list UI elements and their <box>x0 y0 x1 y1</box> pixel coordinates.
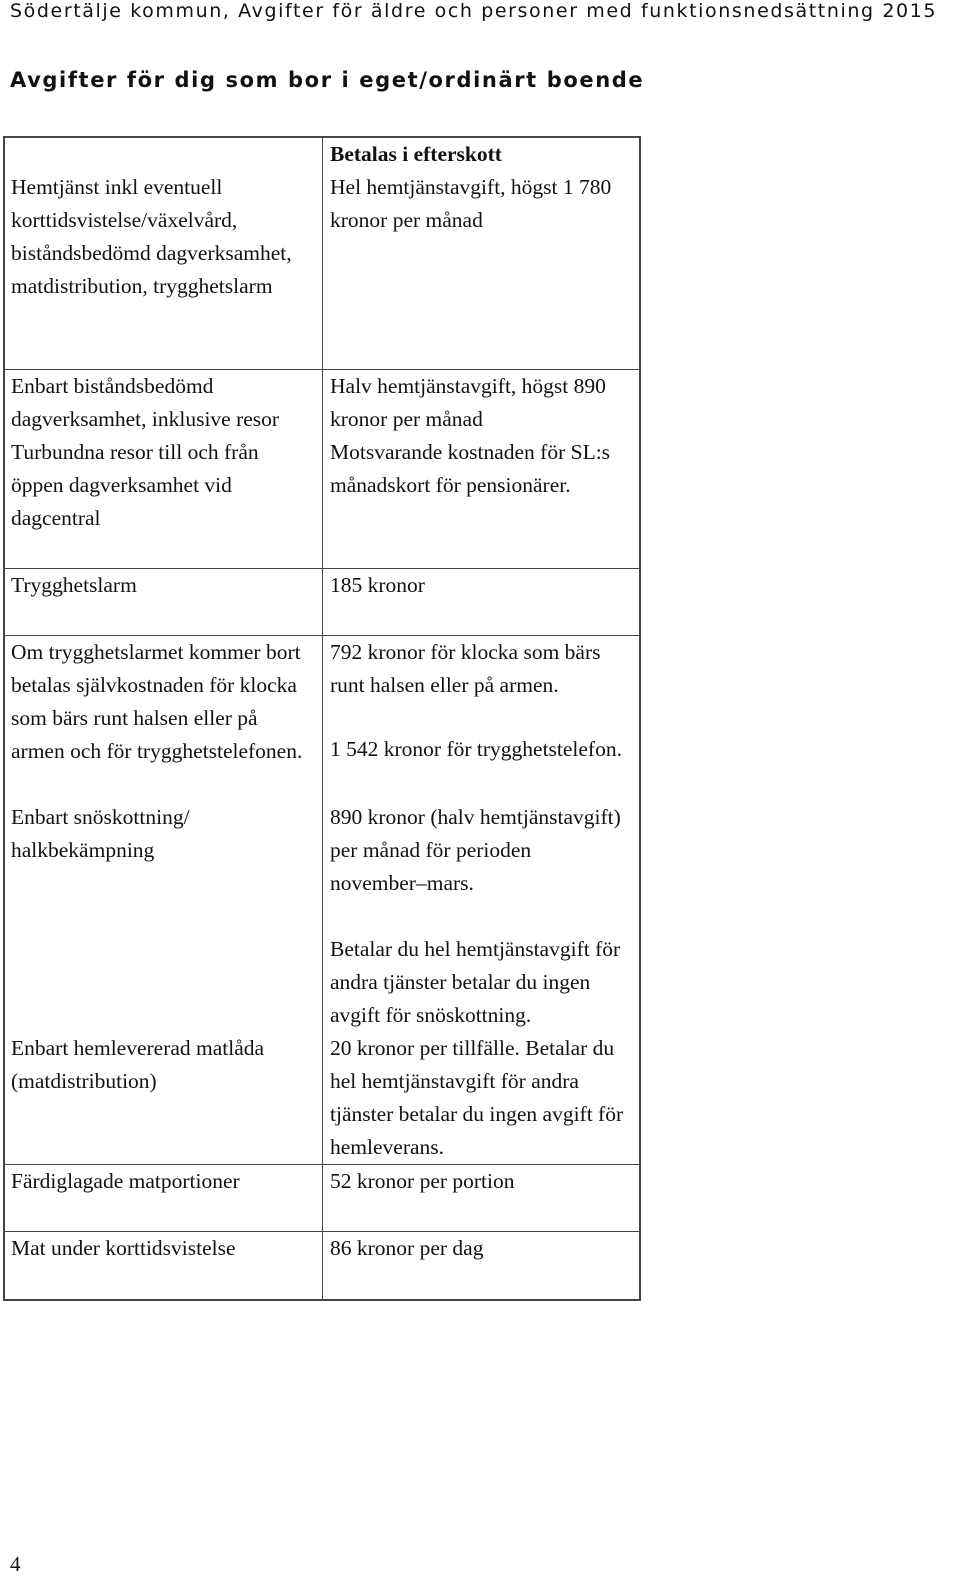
fee-text: Motsvarande kostnaden för SL:s månadskort för pensionärer. <box>330 440 611 497</box>
service-text: Mat under korttidsvistelse <box>11 1236 236 1260</box>
table-row <box>5 635 639 801</box>
service-cell <box>5 138 323 369</box>
service-text: Om trygghetslarmet kommer bort betalas självkostnaden för klocka som bärs runt halsen eller på armen och för trygghetstelefonen. <box>11 640 303 763</box>
table-row <box>5 369 639 436</box>
fee-table <box>3 136 641 1301</box>
service-cell <box>5 636 323 801</box>
fee-cell <box>323 569 639 635</box>
fee-text: 185 kronor <box>330 573 425 597</box>
service-cell <box>5 436 323 568</box>
service-cell <box>5 370 323 436</box>
fee-cell <box>323 636 639 801</box>
fee-text: 86 kronor per dag <box>330 1236 484 1260</box>
service-text: Enbart snöskottning/ halkbekämpning <box>11 805 190 862</box>
fee-extra-text: Betalar du hel hemtjänstavgift för andra tjänster betalar du ingen avgift för snöskottning. <box>330 937 621 1027</box>
service-cell <box>5 801 323 1032</box>
table-row <box>5 1231 639 1299</box>
fee-extra-text: 1 542 kronor för trygghetstelefon. <box>330 737 622 761</box>
fee-text: 20 kronor per tillfälle. Betalar du hel hemtjänstavgift för andra tjänster betalar du ingen avgift för hemleverans. <box>330 1036 624 1159</box>
service-text: Turbundna resor till och från öppen dagverksamhet vid dagcentral <box>11 440 259 530</box>
document-title: Avgifter för dig som bor i eget/ordinärt boende <box>10 68 645 92</box>
fee-text: 52 kronor per portion <box>330 1169 515 1193</box>
service-text: Trygghetslarm <box>11 573 137 597</box>
service-cell <box>5 569 323 635</box>
fee-cell <box>323 1232 639 1299</box>
fee-cell <box>323 1032 639 1164</box>
running-header: Södertälje kommun, Avgifter för äldre och personer med funktionsnedsättning 2015 <box>10 0 938 22</box>
fee-text: Hel hemtjänstavgift, högst 1 780 kronor per månad <box>330 175 612 232</box>
column-heading: Betalas i efterskott <box>330 142 502 166</box>
service-text: Färdiglagade matportioner <box>11 1169 240 1193</box>
fee-text: 890 kronor (halv hemtjänstavgift) per månad för perioden november–mars. <box>330 805 621 895</box>
service-cell <box>5 1032 323 1164</box>
fee-cell <box>323 801 639 1032</box>
table-row <box>5 801 639 1032</box>
service-text: Enbart hemlevererad matlåda (matdistribution) <box>11 1036 265 1093</box>
fee-text: Halv hemtjänstavgift, högst 890 kronor per månad <box>330 374 606 431</box>
page-number: 4 <box>10 1552 21 1576</box>
service-text: Hemtjänst inkl eventuell korttidsvistelse/växelvård, biståndsbedömd dagverksamhet, matdistribution, trygghetslarm <box>11 175 292 298</box>
fee-cell <box>323 436 639 568</box>
table-row <box>5 568 639 635</box>
table-row <box>5 138 639 369</box>
table-row <box>5 1032 639 1164</box>
service-cell <box>5 1232 323 1299</box>
fee-cell <box>323 1165 639 1231</box>
fee-cell <box>323 370 639 436</box>
service-text: Enbart biståndsbedömd dagverksamhet, inklusive resor <box>11 374 280 431</box>
fee-cell <box>323 138 639 369</box>
table-row <box>5 1164 639 1231</box>
fee-text: 792 kronor för klocka som bärs runt halsen eller på armen. <box>330 640 601 697</box>
table-row <box>5 436 639 568</box>
service-cell <box>5 1165 323 1231</box>
